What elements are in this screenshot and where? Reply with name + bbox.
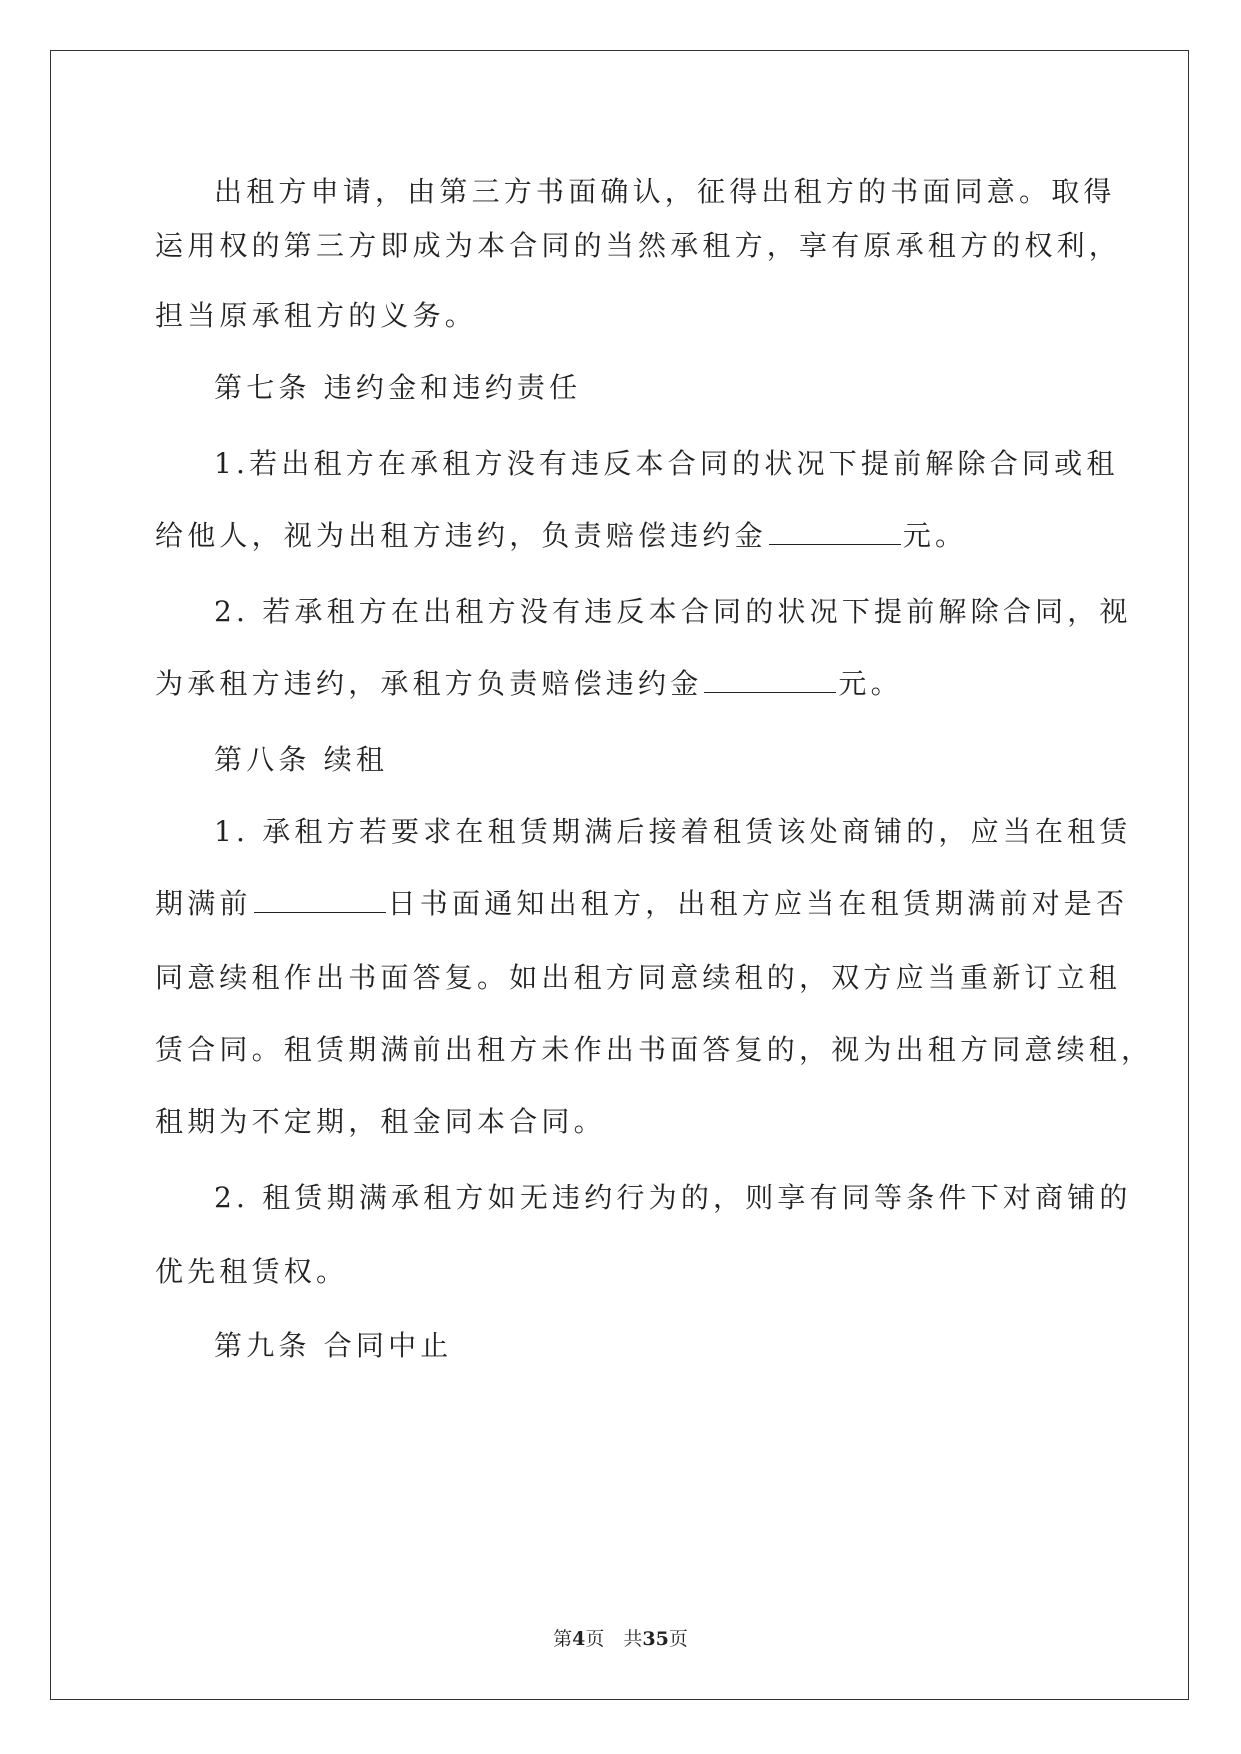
- text-line-11: [155, 884, 1128, 924]
- page-footer: [0, 1627, 1241, 1651]
- text-line-12: 同意续租作出书面答复。如出租方同意续租的，双方应当重新订立租: [155, 961, 1122, 994]
- text-line-6: [155, 516, 967, 556]
- text-line-5: 1.若出租方在承租方没有违反本合同的状况下提前解除合同或租: [214, 447, 1119, 480]
- text-line-15: 2. 租赁期满承租方如无违约行为的，则享有同等条件下对商铺的: [214, 1181, 1132, 1214]
- footer-mid: 页 共: [585, 1628, 643, 1650]
- text-line-1: 出租方申请，由第三方书面确认，征得出租方的书面同意。取得: [214, 175, 1116, 208]
- text-line-6-a: 给他人，视为出租方违约，负责赔偿违约金: [155, 519, 767, 552]
- text-line-11-a: 期满前: [155, 887, 252, 920]
- text-line-6-b: 元。: [902, 519, 968, 552]
- text-line-16: 优先租赁权。: [155, 1255, 349, 1288]
- fill-blank: [769, 518, 901, 545]
- text-line-8-b: 元。: [838, 667, 903, 700]
- text-line-13: 赁合同。租赁期满前出租方未作出书面答复的，视为出租方同意续租，: [155, 1033, 1154, 1066]
- text-line-8: [155, 664, 903, 704]
- footer-prefix: 第: [553, 1628, 573, 1650]
- text-line-7: 2. 若承租方在出租方没有违反本合同的状况下提前解除合同，视: [214, 595, 1132, 628]
- section-heading-8: 第八条 续租: [214, 743, 389, 776]
- section-heading-9: 第九条 合同中止: [214, 1329, 453, 1362]
- footer-suffix: 页: [668, 1628, 688, 1650]
- footer-total-pages: 35: [642, 1628, 669, 1650]
- text-line-8-a: 为承租方违约，承租方负责赔偿违约金: [155, 667, 703, 700]
- fill-blank: [704, 666, 836, 693]
- fill-blank: [254, 886, 386, 913]
- text-line-11-b: 日书面通知出租方，出租方应当在租赁期满前对是否: [387, 887, 1129, 920]
- text-line-10: 1. 承租方若要求在租赁期满后接着租赁该处商铺的，应当在租赁: [214, 815, 1132, 848]
- text-line-3: 担当原承租方的义务。: [155, 299, 478, 332]
- footer-page-number: 4: [572, 1628, 586, 1650]
- text-line-2: 运用权的第三方即成为本合同的当然承租方，享有原承租方的权利，: [155, 229, 1122, 262]
- text-line-14: 租期为不定期，租金同本合同。: [155, 1105, 606, 1138]
- section-heading-7: 第七条 违约金和违约责任: [214, 371, 582, 404]
